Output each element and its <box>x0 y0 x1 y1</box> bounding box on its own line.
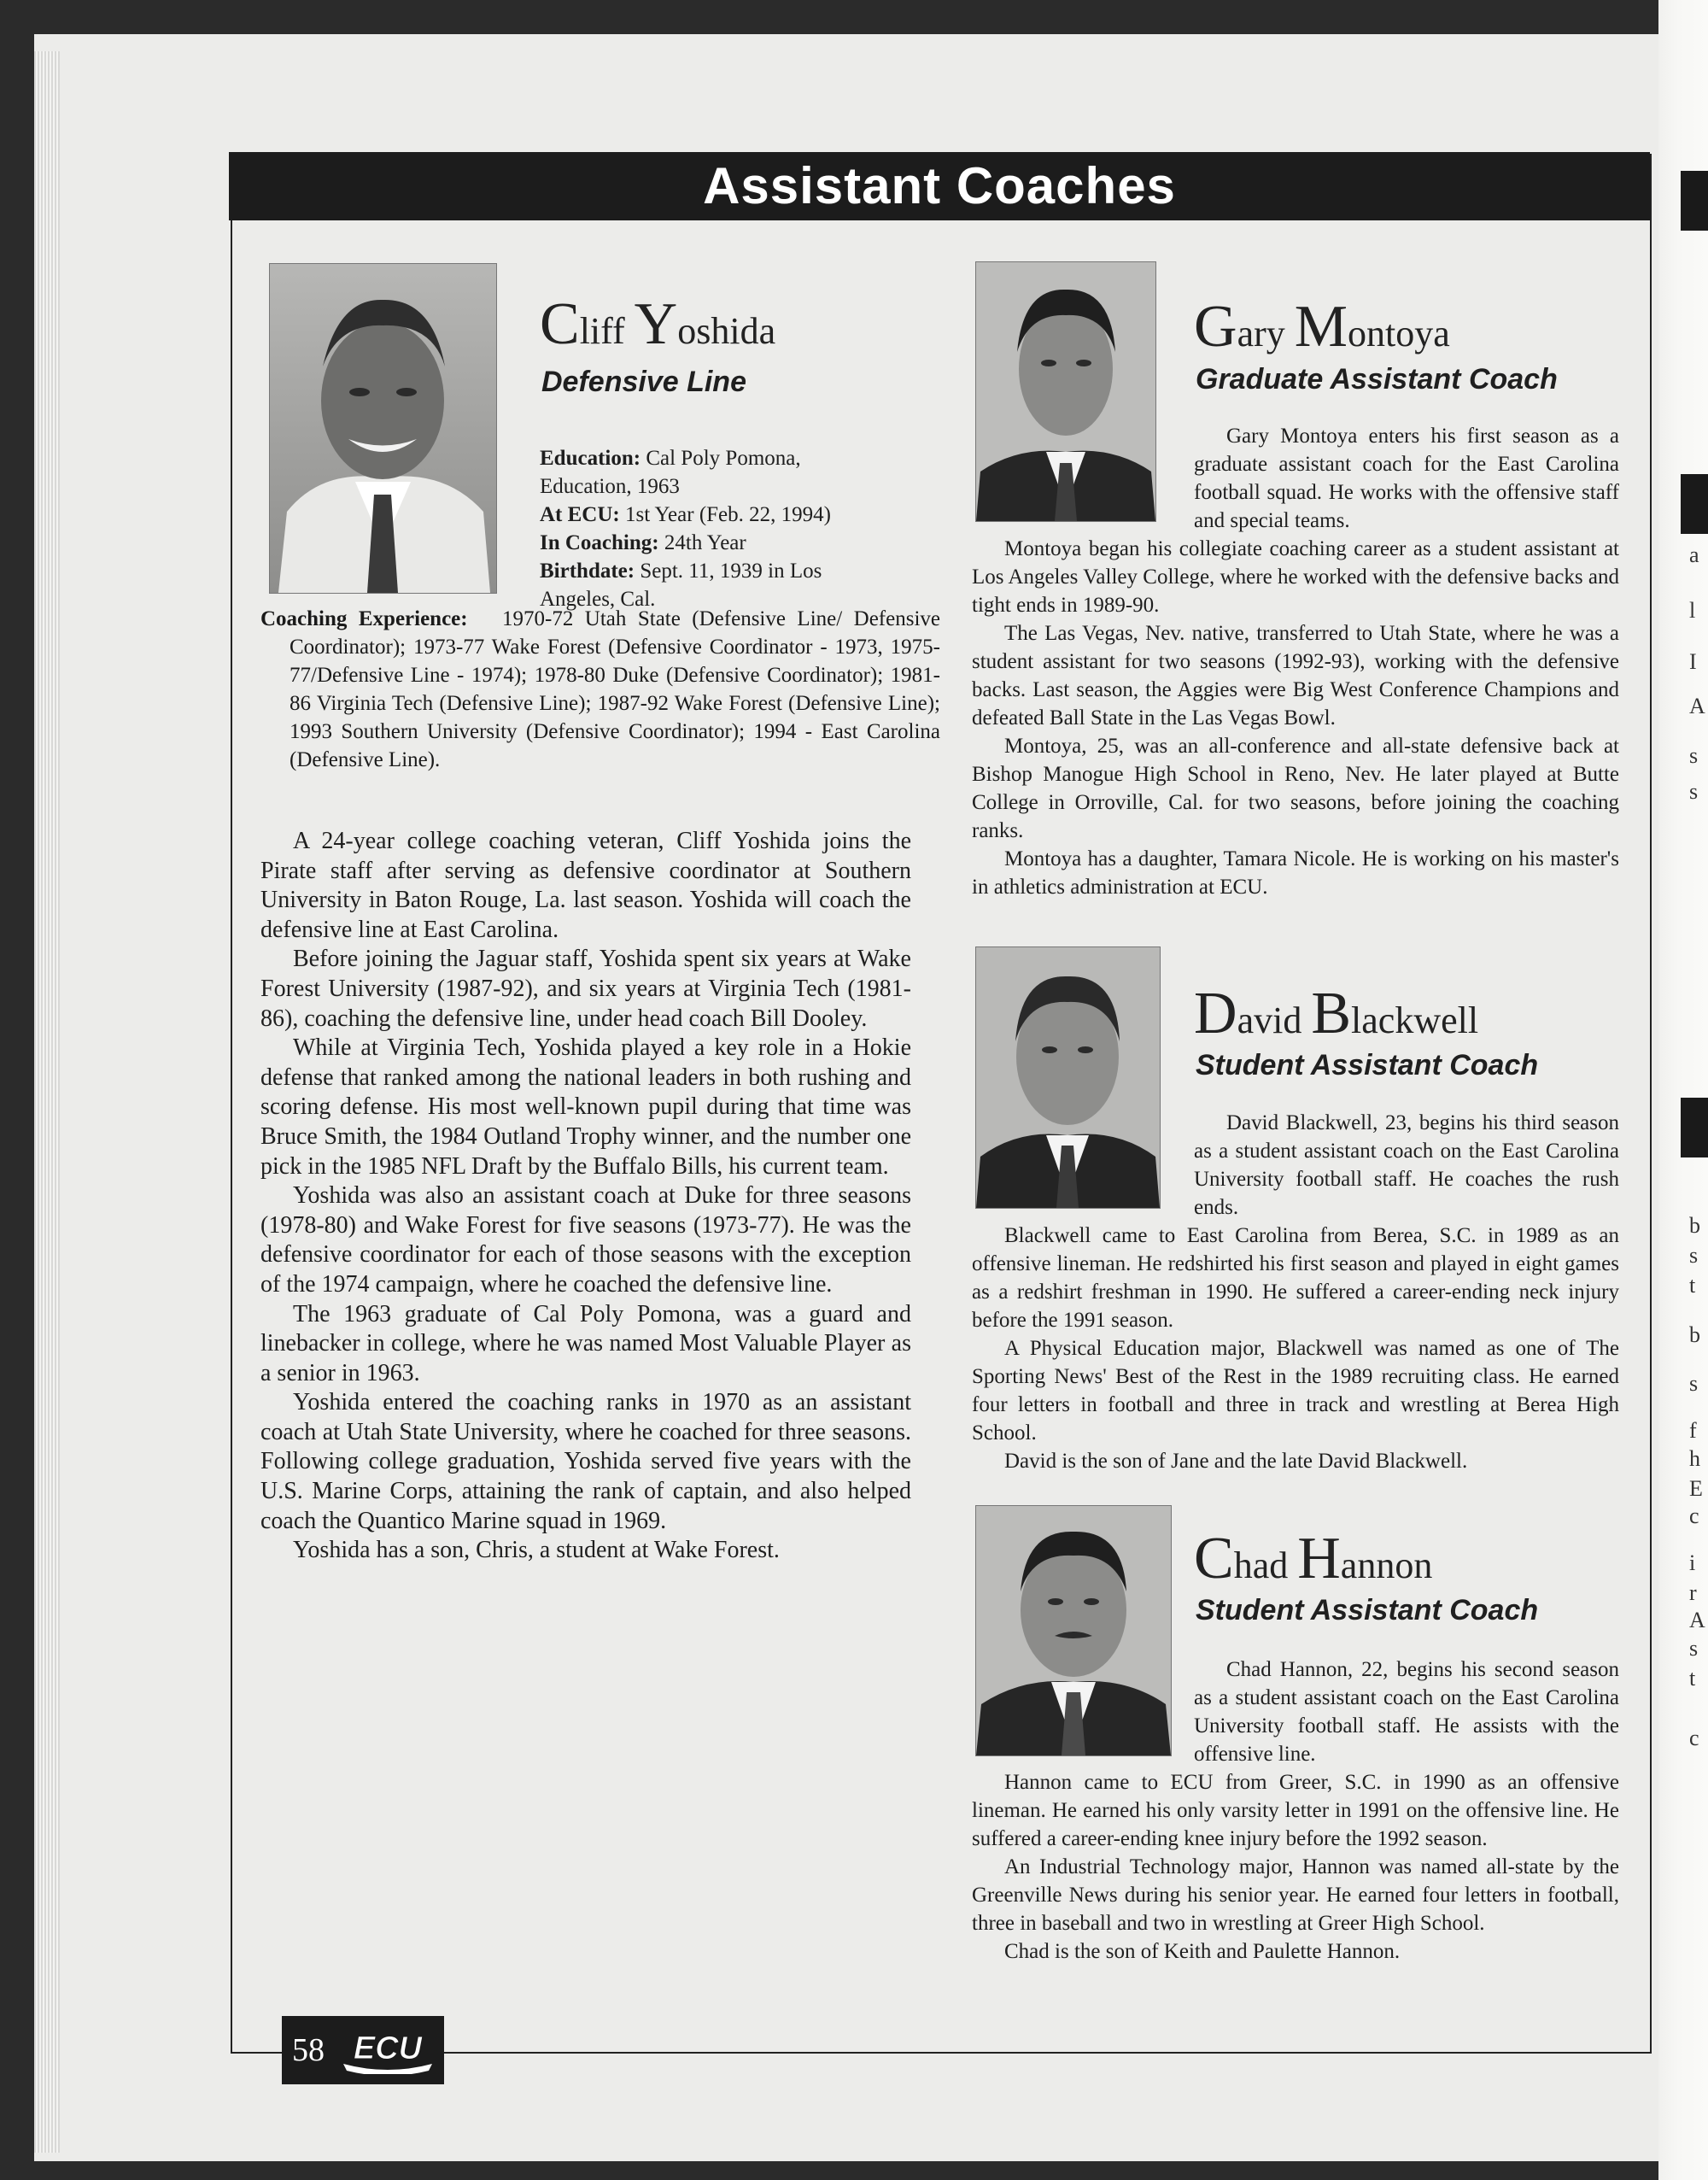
bio-paragraph: Montoya began his collegiate coaching career as a student assistant at Los Angeles Valley College, where he worked with the defensive backs and tight ends in 1989-90. <box>972 537 1619 617</box>
bio-blackwell <box>972 1222 1619 1475</box>
spine-letter: s <box>1689 743 1699 768</box>
spine-letter: A <box>1689 1608 1705 1632</box>
spine-letter: c <box>1689 1503 1699 1528</box>
spine-letter: E <box>1689 1476 1703 1501</box>
spine-letter: r <box>1689 1580 1697 1605</box>
spine-marker <box>1681 1098 1708 1157</box>
spine-letter: A <box>1689 694 1705 718</box>
coaching-experience-yoshida: Coaching Experience: 1970-72 Utah State (Defensive Line/ Defensive Coordinator); 1973-77 Wake Forest (Defensive Coordinator - 1973, 1975-77/Defensive Line - 1974); 1978-80 Duke (Defensive Coordinator); 1981-86 Virginia Tech (Defensive Line); 1987-92 Wake Forest (Defensive Line); 1993 Southern University (Defensive Coordinator); 1994 - East Carolina (Defensive Line). <box>260 607 940 771</box>
spine-letter: l <box>1689 598 1696 623</box>
bio-paragraph: Chad is the son of Keith and Paulette Hannon. <box>1004 1940 1401 1963</box>
spine-letter: b <box>1689 1213 1700 1238</box>
coach-role-yoshida: Defensive Line <box>541 366 746 398</box>
spine-marker <box>1681 474 1708 534</box>
bio-montoya <box>972 535 1619 901</box>
spine-letter: s <box>1689 779 1699 804</box>
spine-letter: I <box>1689 649 1697 674</box>
bio-paragraph: Montoya has a daughter, Tamara Nicole. He is working on his master's in athletics administration at ECU. <box>972 847 1619 899</box>
spine-letter: h <box>1689 1446 1700 1471</box>
bio-paragraph: While at Virginia Tech, Yoshida played a key role in a Hokie defense that ranked among the national leaders in both rushing and scoring defense. His most well-known pupil during that time was Bruce Smith, the 1984 Outland Trophy winner, and the number one pick in the 1985 NFL Draft by the Buffalo Bills, his current team. <box>260 1034 911 1180</box>
bio-paragraph: A Physical Education major, Blackwell was named as one of The Sporting News' Best of the Rest in the 1989 recruiting class. He earned four letters in football and three in track and wrestling at Berea High School. <box>972 1337 1619 1445</box>
next-page-edge <box>1658 0 1708 2180</box>
coach-photo-montoya <box>975 261 1156 522</box>
coach-name-blackwell: David Blackwell <box>1194 981 1479 1046</box>
spine-letter: f <box>1689 1418 1697 1443</box>
ecu-logo <box>340 2026 436 2074</box>
spine-letter: t <box>1689 1666 1696 1691</box>
bio-lead-montoya: Gary Montoya enters his first season as a graduate assistant coach for the East Carolina football squad. He works with the offensive staff and special teams. <box>1194 425 1619 532</box>
bio-paragraph: David is the son of Jane and the late David Blackwell. <box>1004 1450 1468 1473</box>
coach-photo-yoshida <box>269 263 497 594</box>
svg-text:ECU: ECU <box>353 2031 423 2066</box>
spine-letter: s <box>1689 1243 1699 1268</box>
coach-role-hannon: Student Assistant Coach <box>1196 1594 1539 1626</box>
bio-paragraph: A 24-year college coaching veteran, Cliff Yoshida joins the Pirate staff after serving as defensive coordinator at Southern University in Baton Rouge, La. last season. Yoshida will coach the defensive line at East Carolina. <box>260 828 911 943</box>
coach-info-yoshida: Education: Cal Poly Pomona, Education, 1963 At ECU: 1st Year (Feb. 22, 1994) In Coaching: 24th Year Birthdate: Sept. 11, 1939 in Los Angeles, Cal. <box>540 447 831 611</box>
spine-letter: i <box>1689 1550 1696 1575</box>
bio-yoshida <box>260 827 911 1566</box>
bio-paragraph: The 1963 graduate of Cal Poly Pomona, was a guard and linebacker in college, where he was named Most Valuable Player as a senior in 1963. <box>260 1300 911 1386</box>
coach-name-montoya: Gary Montoya <box>1194 294 1450 360</box>
bio-paragraph: Before joining the Jaguar staff, Yoshida spent six years at Wake Forest University (1987-92), and six years at Virginia Tech (1981-86), coaching the defensive line, under head coach Bill Dooley. <box>260 946 911 1032</box>
page-edge <box>34 51 60 2153</box>
bio-paragraph: Hannon came to ECU from Greer, S.C. in 1990 as an offensive lineman. He earned his only varsity letter in 1991 on the offensive line. He suffered a career-ending knee injury before the 1992 season. <box>972 1771 1619 1850</box>
bio-paragraph: Blackwell came to East Carolina from Berea, S.C. in 1989 as an offensive lineman. He redshirted his first season and played in eight games as a redshirt freshman in 1990. He suffered a career-ending neck injury before the 1991 season. <box>972 1224 1619 1332</box>
coach-role-blackwell: Student Assistant Coach <box>1196 1049 1539 1081</box>
bio-paragraph: Montoya, 25, was an all-conference and all-state defensive back at Bishop Manogue High School in Reno, Nev. He later played at Butte College in Orroville, Cal. for two seasons, before joining the coaching ranks. <box>972 735 1619 842</box>
coach-role-montoya: Graduate Assistant Coach <box>1196 363 1558 396</box>
bio-paragraph: The Las Vegas, Nev. native, transferred to Utah State, where he was a student assistant for two seasons (1992-93), working with the defensive backs. Last season, the Aggies were Big West Conference Champions and defeated Ball State in the Las Vegas Bowl. <box>972 622 1619 730</box>
coach-name-yoshida: Cliff Yoshida <box>540 291 776 357</box>
coach-photo-blackwell <box>975 946 1161 1209</box>
page-number: 58 <box>292 2032 325 2068</box>
bio-lead-hannon: Chad Hannon, 22, begins his second season as a student assistant coach on the East Carolina University football staff. He assists with the offensive line. <box>1194 1658 1619 1766</box>
spine-letter: s <box>1689 1371 1699 1396</box>
bio-hannon <box>972 1768 1619 1966</box>
spine-letter: s <box>1689 1636 1699 1661</box>
bio-paragraph: Yoshida was also an assistant coach at Duke for three seasons (1978-80) and Wake Forest for five seasons (1973-77). He was the defensive coordinator for each of those seasons with the exception of the 1974 campaign, where he coached the defensive line. <box>260 1182 911 1298</box>
page-title: Assistant Coaches <box>229 152 1650 220</box>
spine-letter: a <box>1689 542 1699 567</box>
spine-marker <box>1681 171 1708 231</box>
bio-paragraph: Yoshida has a son, Chris, a student at Wake Forest. <box>293 1537 780 1564</box>
bio-lead-blackwell: David Blackwell, 23, begins his third season as a student assistant coach on the East Carolina University football staff. He coaches the rush ends. <box>1194 1111 1619 1219</box>
coach-photo-hannon <box>975 1505 1172 1756</box>
spine-letter: b <box>1689 1322 1700 1347</box>
page-footer <box>282 2016 444 2084</box>
bio-paragraph: An Industrial Technology major, Hannon was named all-state by the Greenville News during his senior year. He earned four letters in football, three in baseball and two in wrestling at Greer High School. <box>972 1855 1619 1935</box>
coach-name-hannon: Chad Hannon <box>1194 1526 1433 1591</box>
spine-letter: t <box>1689 1273 1696 1298</box>
spine-letter: c <box>1689 1726 1699 1750</box>
bio-paragraph: Yoshida entered the coaching ranks in 1970 as an assistant coach at Utah State University, where he coached for three seasons. Following college graduation, Yoshida served five years with the U.S. Marine Corps, attaining the rank of captain, and also helped coach the Quantico Marine squad in 1969. <box>260 1389 911 1534</box>
